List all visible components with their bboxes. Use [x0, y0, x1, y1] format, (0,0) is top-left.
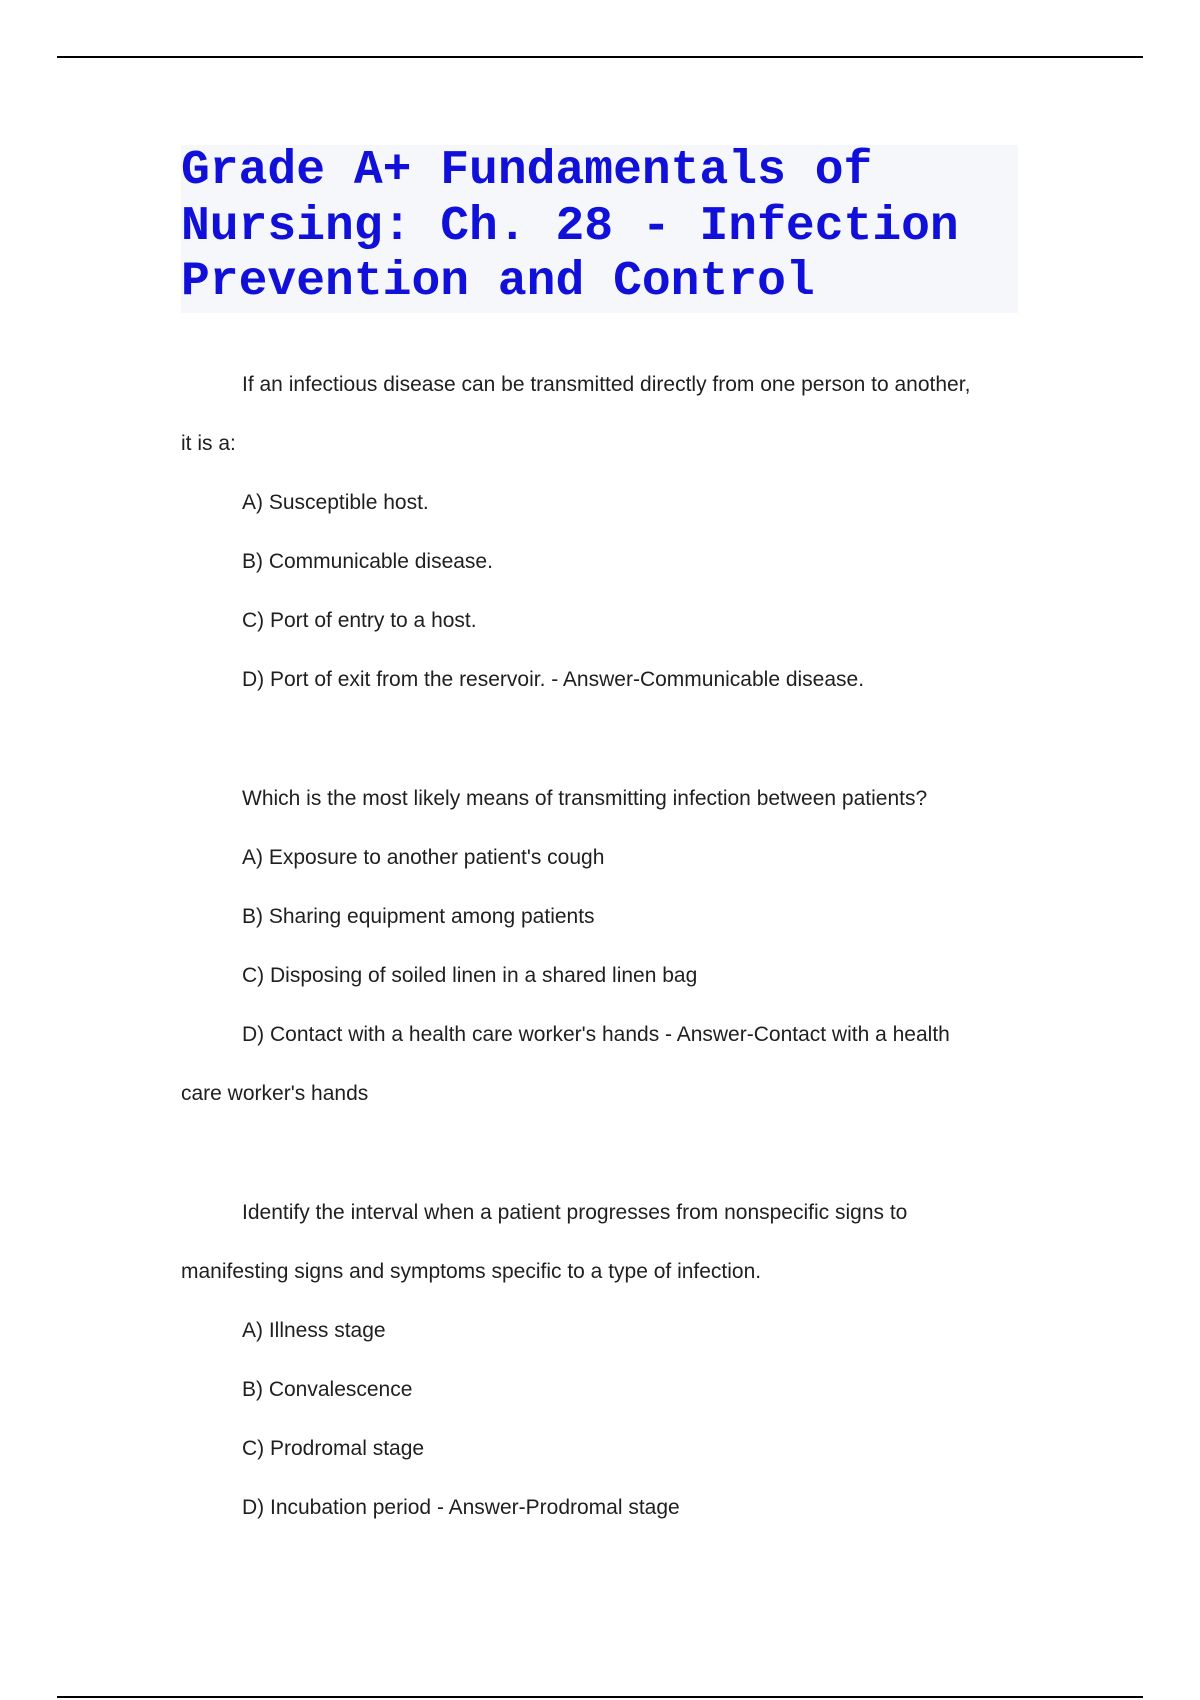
document-title-line-2: Nursing: Ch. 28 - Infection: [181, 200, 959, 254]
question-3-option-a: A) Illness stage: [242, 1319, 386, 1342]
question-3-stem-continued: manifesting signs and symptoms specific to a type of infection.: [181, 1260, 762, 1283]
top-rule: [57, 56, 1143, 58]
question-2-option-a: A) Exposure to another patient's cough: [242, 846, 605, 869]
document-title-line-3: Prevention and Control: [181, 255, 815, 309]
question-3-option-b: B) Convalescence: [242, 1378, 413, 1401]
question-1-option-d-answer: D) Port of exit from the reservoir. - Answer-Communicable disease.: [242, 668, 865, 691]
question-3-option-d-answer: D) Incubation period - Answer-Prodromal stage: [242, 1496, 680, 1519]
question-3-stem: Identify the interval when a patient progresses from nonspecific signs to: [242, 1201, 908, 1224]
question-1-option-b: B) Communicable disease.: [242, 550, 493, 573]
question-3-option-c: C) Prodromal stage: [242, 1437, 425, 1460]
question-2-option-c: C) Disposing of soiled linen in a shared linen bag: [242, 964, 698, 987]
question-2-option-b: B) Sharing equipment among patients: [242, 905, 595, 928]
question-1-option-a: A) Susceptible host.: [242, 491, 429, 514]
question-2-answer-continued: care worker's hands: [181, 1082, 369, 1105]
question-2-stem: Which is the most likely means of transmitting infection between patients?: [242, 787, 928, 810]
question-1-stem: If an infectious disease can be transmitted directly from one person to another,: [242, 373, 971, 396]
document-title-line-1: Grade A+ Fundamentals of: [181, 144, 873, 198]
bottom-rule: [57, 1696, 1143, 1698]
question-1-stem-continued: it is a:: [181, 432, 236, 455]
question-2-option-d-answer: D) Contact with a health care worker's hands - Answer-Contact with a health: [242, 1023, 950, 1046]
question-1-option-c: C) Port of entry to a host.: [242, 609, 477, 632]
